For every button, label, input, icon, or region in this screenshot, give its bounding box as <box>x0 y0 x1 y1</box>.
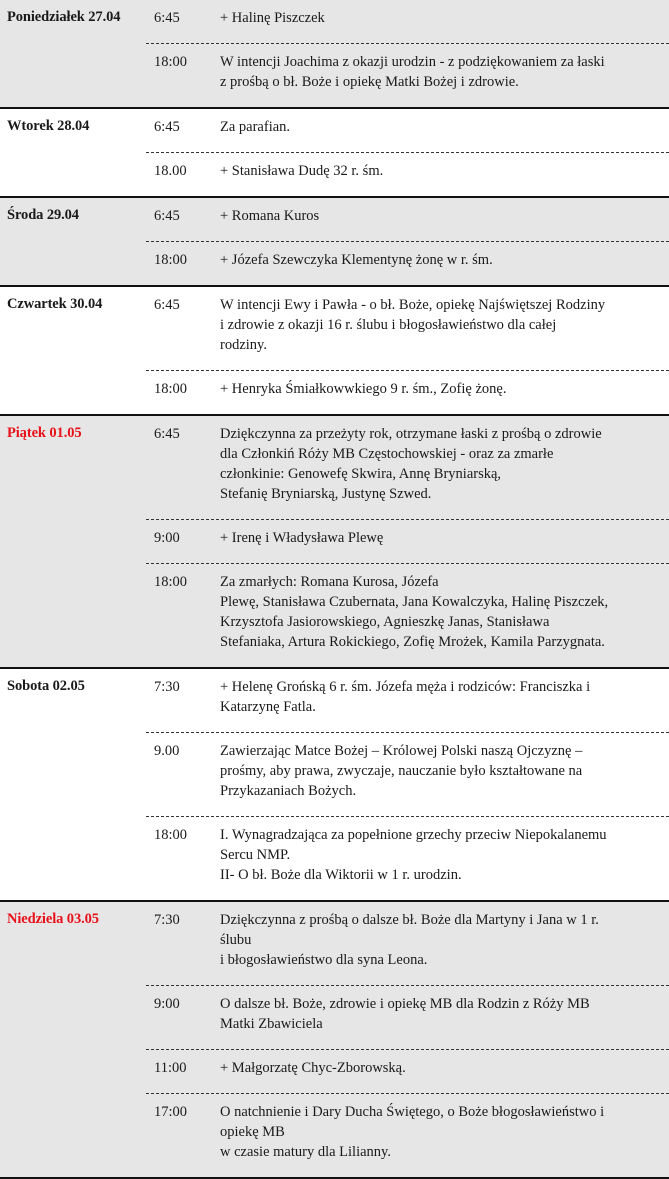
mass-intention: + Stanisława Dudę 32 r. śm. <box>220 163 384 179</box>
mass-entry <box>146 817 669 900</box>
day-row <box>0 198 669 287</box>
mass-intention: + Halinę Piszczek <box>220 10 325 26</box>
mass-entry <box>146 109 669 153</box>
mass-entry <box>146 0 669 44</box>
mass-entry <box>146 564 669 667</box>
mass-time: 18:00 <box>154 252 188 268</box>
mass-intention: + Romana Kuros <box>220 208 320 224</box>
mass-intention: W intencji Joachima z okazji urodzin - z podziękowaniem za łaski z prośbą o bł. Boże i opiekę Matki Bożej i zdrowie. <box>220 54 605 90</box>
mass-intention: + Józefa Szewczyka Klementynę żonę w r. śm. <box>220 252 493 268</box>
mass-time: 18:00 <box>154 574 188 590</box>
mass-entry <box>146 1094 669 1177</box>
day-label: Środa 29.04 <box>7 207 79 223</box>
day-label: Piątek 01.05 <box>7 425 82 441</box>
mass-entry <box>146 520 669 564</box>
day-label: Czwartek 30.04 <box>7 296 103 312</box>
mass-list <box>146 416 669 667</box>
mass-list <box>146 287 669 414</box>
mass-time: 18.00 <box>154 163 187 179</box>
mass-intention: I. Wynagradzająca za popełnione grzechy przeciw Niepokalanemu Sercu NMP. II- O bł. Boże dla Wiktorii w 1 r. urodzin. <box>220 827 607 883</box>
mass-intention: Za zmarłych: Romana Kurosa, Józefa Plewę, Stanisława Czubernata, Jana Kowalczyka, Halinę Piszczek, Krzysztofa Jasiorowskiego, Agnieszkę Janas, Stanisława Stefaniaka, Artura Rokickiego, Zofię Mrożek, Kamila Parzygnata. <box>220 574 609 650</box>
mass-time: 7:30 <box>154 679 180 695</box>
mass-entry <box>146 1050 669 1094</box>
mass-entry <box>146 902 669 986</box>
day-row <box>0 669 669 902</box>
day-row <box>0 416 669 669</box>
day-row <box>0 287 669 416</box>
mass-list <box>146 669 669 900</box>
mass-entry <box>146 371 669 414</box>
mass-time: 9:00 <box>154 996 180 1012</box>
mass-entry <box>146 44 669 107</box>
mass-intention: + Helenę Grońską 6 r. śm. Józefa męża i rodziców: Franciszka i Katarzynę Fatla. <box>220 679 591 715</box>
mass-time: 9.00 <box>154 743 180 759</box>
mass-intention: + Irenę i Władysława Plewę <box>220 530 384 546</box>
mass-entry <box>146 198 669 242</box>
mass-entry <box>146 153 669 196</box>
mass-time: 18:00 <box>154 827 188 843</box>
mass-time: 18:00 <box>154 54 188 70</box>
mass-time: 9:00 <box>154 530 180 546</box>
mass-entry <box>146 733 669 817</box>
day-label: Sobota 02.05 <box>7 678 85 694</box>
mass-intention: W intencji Ewy i Pawła - o bł. Boże, opiekę Najświętszej Rodziny i zdrowie z okazji 16 r. ślubu i błogosławieństwo dla całej rodziny. <box>220 297 606 353</box>
day-label: Wtorek 28.04 <box>7 118 90 134</box>
day-row <box>0 902 669 1179</box>
mass-intention: Za parafian. <box>220 119 291 135</box>
day-row <box>0 0 669 109</box>
mass-list <box>146 109 669 196</box>
day-row <box>0 109 669 198</box>
mass-list <box>146 198 669 285</box>
mass-intention: O dalsze bł. Boże, zdrowie i opiekę MB dla Rodzin z Róży MB Matki Zbawiciela <box>220 996 590 1032</box>
mass-list <box>146 0 669 107</box>
mass-time: 17:00 <box>154 1104 188 1120</box>
mass-intention: Dziękczynna z prośbą o dalsze bł. Boże dla Martyny i Jana w 1 r. ślubu i błogosławieństwo dla syna Leona. <box>220 912 599 968</box>
mass-entry <box>146 242 669 285</box>
mass-time: 6:45 <box>154 119 180 135</box>
mass-entry <box>146 287 669 371</box>
mass-entry <box>146 416 669 520</box>
mass-intention: O natchnienie i Dary Ducha Świętego, o Boże błogosławieństwo i opiekę MB w czasie matury dla Lilianny. <box>220 1104 605 1160</box>
mass-entry <box>146 669 669 733</box>
mass-time: 6:45 <box>154 208 180 224</box>
mass-intention: Zawierzając Matce Bożej – Królowej Polski naszą Ojczyznę – prośmy, aby prawa, zwyczaje, nauczanie było kształtowane na Przykazaniach Bożych. <box>220 743 583 799</box>
mass-time: 6:45 <box>154 426 180 442</box>
mass-time: 6:45 <box>154 297 180 313</box>
mass-intention: + Małgorzatę Chyc-Zborowską. <box>220 1060 406 1076</box>
day-label: Niedziela 03.05 <box>7 911 99 927</box>
mass-time: 11:00 <box>154 1060 187 1076</box>
mass-list <box>146 902 669 1177</box>
mass-intention: Dziękczynna za przeżyty rok, otrzymane łaski z prośbą o zdrowie dla Członkiń Róży MB Częstochowskiej - oraz za zmarłe członkinie: Genowefę Skwira, Annę Bryniarską, Stefanię Bryniarską, Justynę Szwed. <box>220 426 602 502</box>
mass-intention: + Henryka Śmiałkowwkiego 9 r. śm., Zofię żonę. <box>220 381 507 397</box>
mass-time: 6:45 <box>154 10 180 26</box>
day-label: Poniedziałek 27.04 <box>7 9 121 25</box>
mass-time: 7:30 <box>154 912 180 928</box>
mass-time: 18:00 <box>154 381 188 397</box>
mass-entry <box>146 986 669 1050</box>
